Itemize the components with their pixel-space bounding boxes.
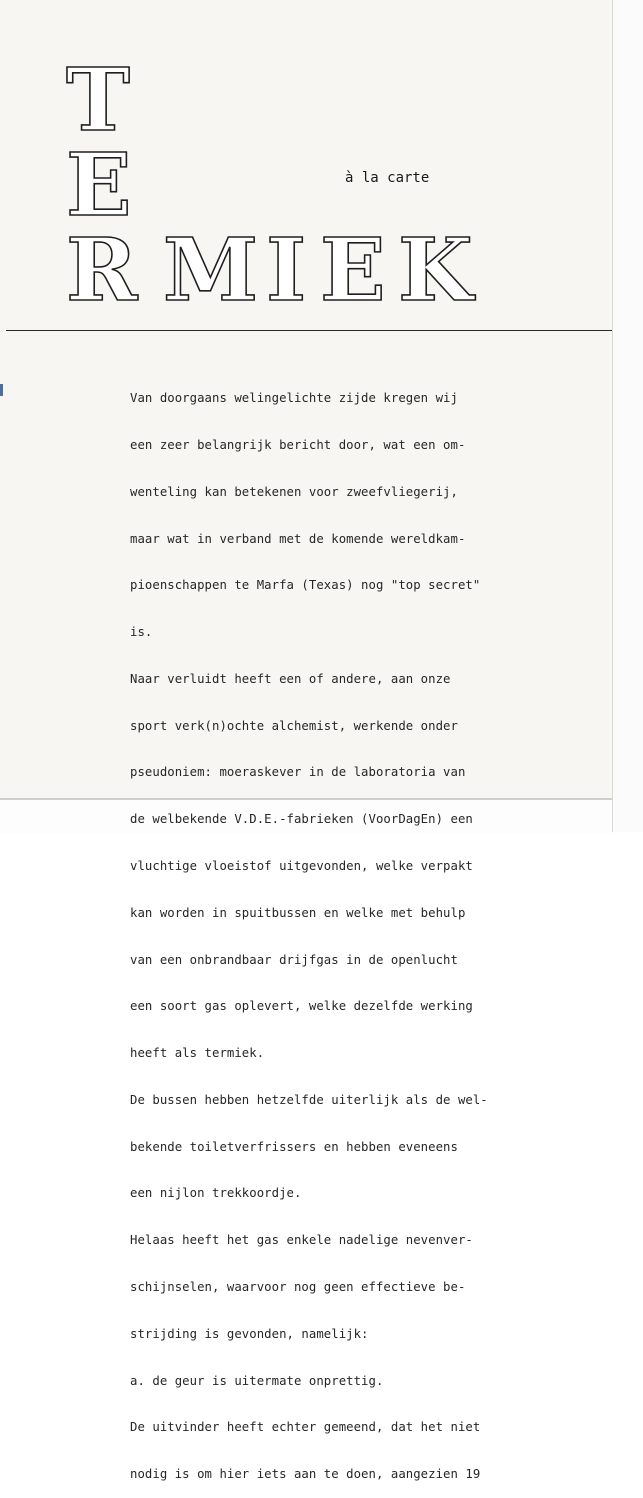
article-body: [130, 360, 600, 1498]
body-line: is.: [130, 625, 153, 640]
body-line: een soort gas oplevert, welke dezelfde werking: [130, 999, 473, 1014]
body-line: vluchtige vloeistof uitgevonden, welke verpakt: [130, 859, 473, 873]
body-line: De bussen hebben hetzelfde uiterlijk als de wel-: [130, 1092, 488, 1107]
body-line: heeft als termiek.: [130, 1046, 265, 1061]
body-line: Van doorgaans welingelichte zijde kregen wij: [130, 391, 458, 406]
title-letter-e2: E: [320, 220, 386, 321]
body-line: pseudoniem: moeraskever in de laboratoria van: [130, 765, 466, 780]
body-line: a. de geur is uitermate onprettig.: [130, 1373, 384, 1388]
body-line: kan worden in spuitbussen en welke met behulp: [130, 905, 466, 920]
body-line: een nijlon trekkoordje.: [130, 1186, 302, 1201]
body-line: De uitvinder heeft echter gemeend, dat het niet: [130, 1420, 481, 1435]
body-line: schijnselen, waarvoor nog geen effectieve be-: [130, 1280, 466, 1295]
title-letter-e: E: [66, 135, 132, 236]
horizontal-rule: [6, 330, 612, 331]
body-line: wenteling kan betekenen voor zweefvliegerij,: [130, 484, 458, 499]
body-line: van een onbrandbaar drijfgas in de openlucht: [130, 952, 458, 967]
title-letter-r: R: [66, 220, 138, 321]
title-letter-i: I: [266, 220, 307, 321]
body-line: strijding is gevonden, namelijk:: [130, 1326, 369, 1341]
title-letter-m: M: [163, 220, 259, 321]
subtitle: à la carte: [345, 170, 430, 186]
title-letter-t: T: [66, 50, 130, 151]
body-line: sport verk(n)ochte alchemist, werkende onder: [130, 718, 458, 733]
body-line: Naar verluidt heeft een of andere, aan onze: [130, 671, 451, 686]
body-line: nodig is om hier iets aan te doen, aangezien 19: [130, 1467, 481, 1482]
paper-edge-right: [612, 0, 643, 832]
body-line: pioenschappen te Marfa (Texas) nog "top secret": [130, 578, 481, 593]
body-line: een zeer belangrijk bericht door, wat een om-: [130, 437, 466, 452]
body-line: Helaas heeft het gas enkele nadelige nevenver-: [130, 1233, 473, 1248]
body-line: de welbekende V.D.E.-fabrieken (VoorDagEn) een: [130, 812, 473, 827]
title-letter-k: K: [398, 220, 473, 321]
margin-mark: [0, 384, 3, 396]
body-line: maar wat in verband met de komende wereldkam-: [130, 531, 466, 546]
body-line: bekende toiletverfrissers en hebben eveneens: [130, 1139, 458, 1154]
